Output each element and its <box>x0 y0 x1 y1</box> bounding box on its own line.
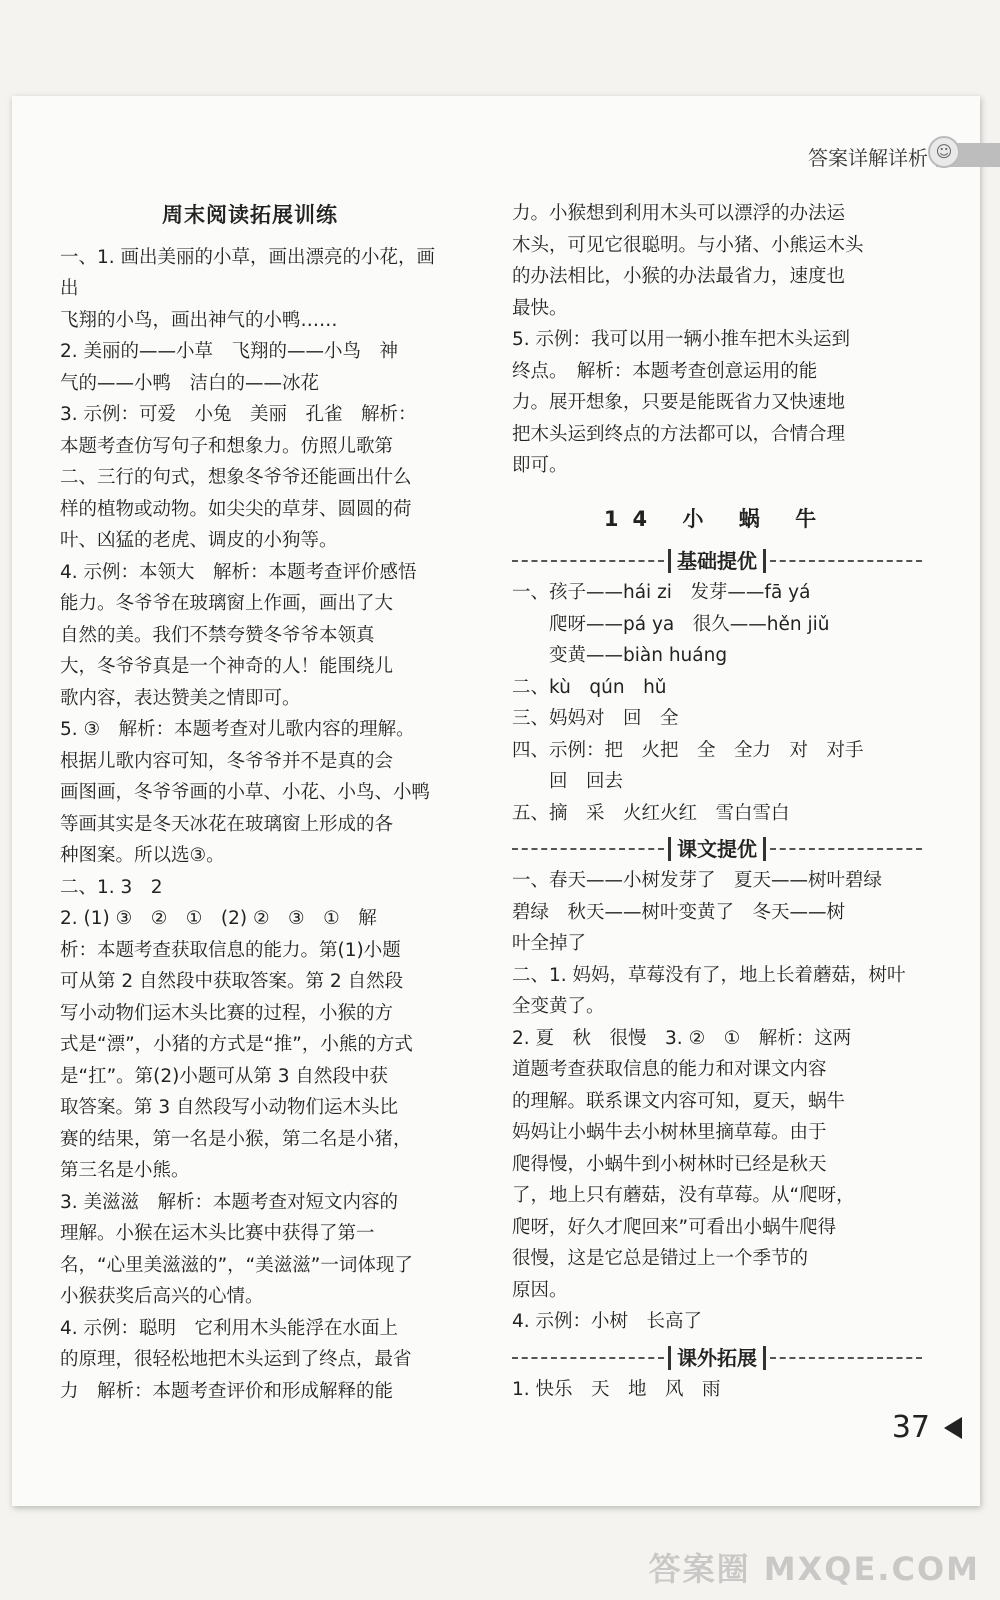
answer-line: 的原理，很轻松地把木头运到了终点，最省 <box>60 1349 412 1370</box>
answer-line: 爬呀，好久才爬回来”可看出小蜗牛爬得 <box>512 1216 837 1238</box>
answer-line: 取答案。第 3 自然段写小动物们运木头比 <box>60 1097 399 1118</box>
answer-line: 名，“心里美滋滋的”，“美滋滋”一词体现了 <box>60 1254 413 1276</box>
answer-line: 力。展开想象，只要是能既省力又快速地 <box>512 392 846 413</box>
answer-line: 很慢，这是它总是错过上一个季节的 <box>512 1248 809 1269</box>
answer-line: 叶、凶猛的老虎、调皮的小狗等。 <box>60 530 338 551</box>
dashed-divider <box>770 848 922 850</box>
answer-line: 五、摘 采 火红火红 雪白雪白 <box>512 802 790 824</box>
answer-line: 全变黄了。 <box>512 996 605 1017</box>
answer-line: 本题考查仿写句子和想象力。仿照儿歌第 <box>60 435 394 457</box>
answer-line: 木头，可见它很聪明。与小猪、小熊运木头 <box>512 234 864 256</box>
answer-line: 根据儿歌内容可知，冬爷爷并不是真的会 <box>60 750 394 772</box>
right-answer-lines <box>512 198 922 482</box>
answer-line: 自然的美。我们不禁夸赞冬爷爷本领真 <box>60 624 375 646</box>
answer-line: 力 解析：本题考查评价和形成解释的能 <box>60 1380 394 1402</box>
answer-line: 3. 美滋滋 解析：本题考查对短文内容的 <box>60 1191 399 1213</box>
answer-line: 2. 美丽的——小草 飞翔的——小鸟 神 <box>60 341 399 362</box>
right-sections <box>512 549 922 1405</box>
answer-line: 二、1. 3 2 <box>60 876 163 898</box>
answer-line: 把木头运到终点的方法都可以，合情合理 <box>512 423 846 445</box>
answer-line: 5. 示例：我可以用一辆小推车把木头运到 <box>512 329 851 350</box>
dashed-divider <box>770 560 922 562</box>
answer-line: 一、春天——小树发芽了 夏天——树叶碧绿 <box>512 870 883 891</box>
answer-line: 等画其实是冬天冰花在玻璃窗上形成的各 <box>60 813 394 835</box>
answer-line: 一、孩子——hái zi 发芽——fā yá <box>512 582 811 603</box>
answer-line: 2. 夏 秋 很慢 3. ② ① 解析：这两 <box>512 1027 852 1049</box>
answer-line: 爬得慢，小蜗牛到小树林时已经是秋天 <box>512 1153 827 1175</box>
answer-line: 4. 示例：聪明 它利用木头能浮在水面上 <box>60 1317 399 1339</box>
dashed-divider <box>512 1357 664 1359</box>
section-header <box>512 549 922 573</box>
answer-line: 一、1. 画出美丽的小草，画出漂亮的小花，画出 <box>60 246 436 299</box>
answer-line: 4. 示例：本领大 解析：本题考查评价感悟 <box>60 561 417 583</box>
section-header <box>512 837 922 861</box>
answer-line: 回 回去 <box>512 771 624 792</box>
answer-line: 二、三行的句式，想象冬爷爷还能画出什么 <box>60 467 412 488</box>
dashed-divider <box>512 848 664 850</box>
left-column <box>60 198 440 1407</box>
answer-line: 四、示例：把 火把 全 全力 对 对手 <box>512 739 864 761</box>
answer-line: 5. ③ 解析：本题考查对儿歌内容的理解。 <box>60 719 415 740</box>
answer-line: 即可。 <box>512 455 568 476</box>
lesson-title: 14 小 蜗 牛 <box>603 506 831 531</box>
right-column <box>512 198 922 1405</box>
answer-line: 最快。 <box>512 297 568 319</box>
answer-line: 4. 示例：小树 长高了 <box>512 1311 703 1332</box>
answer-line: 妈妈让小蜗牛去小树林里摘草莓。由于 <box>512 1122 827 1143</box>
answer-line: 终点。 解析：本题考查创意运用的能 <box>512 360 818 382</box>
answer-line: 了，地上只有蘑菇，没有草莓。从“爬呀， <box>512 1185 855 1206</box>
answer-line: 爬呀——pá ya 很久——hěn jiǔ <box>512 613 830 635</box>
section-body <box>512 865 922 1338</box>
answer-line: 种图案。所以选③。 <box>60 845 225 866</box>
answer-line: 变黄——biàn huáng <box>512 645 728 666</box>
answer-line: 歌内容，表达赞美之情即可。 <box>60 687 301 709</box>
dashed-divider <box>512 560 664 562</box>
section-name: 课外拓展 <box>668 1346 766 1370</box>
section-name: 基础提优 <box>668 549 766 573</box>
answer-line: 析：本题考查获取信息的能力。第(1)小题 <box>60 939 401 961</box>
answer-line: 第三名是小熊。 <box>60 1160 190 1181</box>
answer-line: 碧绿 秋天——树叶变黄了 冬天——树 <box>512 901 846 923</box>
section-body <box>512 577 922 829</box>
watermark: 答案圈 MXQE.COM <box>648 1550 980 1588</box>
answer-line: 原因。 <box>512 1279 568 1301</box>
answer-line: 力。小猴想到利用木头可以漂浮的办法运 <box>512 203 846 224</box>
answer-line: 样的植物或动物。如尖尖的草芽、圆圆的荷 <box>60 498 412 520</box>
answer-line: 飞翔的小鸟，画出神气的小鸭…… <box>60 309 338 331</box>
answer-line: 叶全掉了 <box>512 933 587 954</box>
answer-line: 3. 示例：可爱 小兔 美丽 孔雀 解析： <box>60 404 417 425</box>
answer-line: 理解。小猴在运木头比赛中获得了第一 <box>60 1223 375 1244</box>
section-header <box>512 1346 922 1370</box>
answer-line: 能力。冬爷爷在玻璃窗上作画，画出了大 <box>60 593 394 614</box>
page-number: 37 <box>891 1410 930 1445</box>
section-title: 周末阅读拓展训练 <box>162 203 338 227</box>
answer-line: 赛的结果，第一名是小猴，第二名是小猪， <box>60 1128 412 1150</box>
left-answer-lines <box>60 242 440 1408</box>
page-arrow-icon <box>944 1417 962 1439</box>
answer-line: 道题考查获取信息的能力和对课文内容 <box>512 1059 827 1080</box>
answer-line: 大，冬爷爷真是一个神奇的人！能围绕儿 <box>60 656 394 677</box>
header-label: 答案详解详析 <box>808 146 928 170</box>
answer-line: 写小动物们运木头比赛的过程，小猴的方 <box>60 1002 394 1024</box>
answer-line: 是“扛”。第(2)小题可从第 3 自然段中获 <box>60 1065 388 1087</box>
answer-line: 可从第 2 自然段中获取答案。第 2 自然段 <box>60 971 404 992</box>
answer-line: 1. 快乐 天 地 风 雨 <box>512 1378 721 1400</box>
answer-line: 气的——小鸭 洁白的——冰花 <box>60 372 320 394</box>
section-body <box>512 1374 922 1406</box>
answer-line: 画图画，冬爷爷画的小草、小花、小鸟、小鸭 <box>60 782 431 803</box>
smile-icon: ☺ <box>928 136 960 168</box>
answer-line: 2. (1) ③ ② ① (2) ② ③ ① 解 <box>60 908 377 929</box>
answer-line: 二、1. 妈妈，草莓没有了，地上长着蘑菇，树叶 <box>512 964 906 986</box>
answer-line: 小猴获奖后高兴的心情。 <box>60 1286 264 1307</box>
section-name: 课文提优 <box>668 837 766 861</box>
answer-line: 二、kù qún hǔ <box>512 676 667 698</box>
answer-line: 式是“漂”，小猪的方式是“推”，小熊的方式 <box>60 1034 413 1055</box>
answer-line: 的办法相比，小猴的办法最省力，速度也 <box>512 266 846 287</box>
answer-line: 三、妈妈对 回 全 <box>512 708 679 729</box>
dashed-divider <box>770 1357 922 1359</box>
answer-line: 的理解。联系课文内容可知，夏天，蜗牛 <box>512 1090 846 1112</box>
